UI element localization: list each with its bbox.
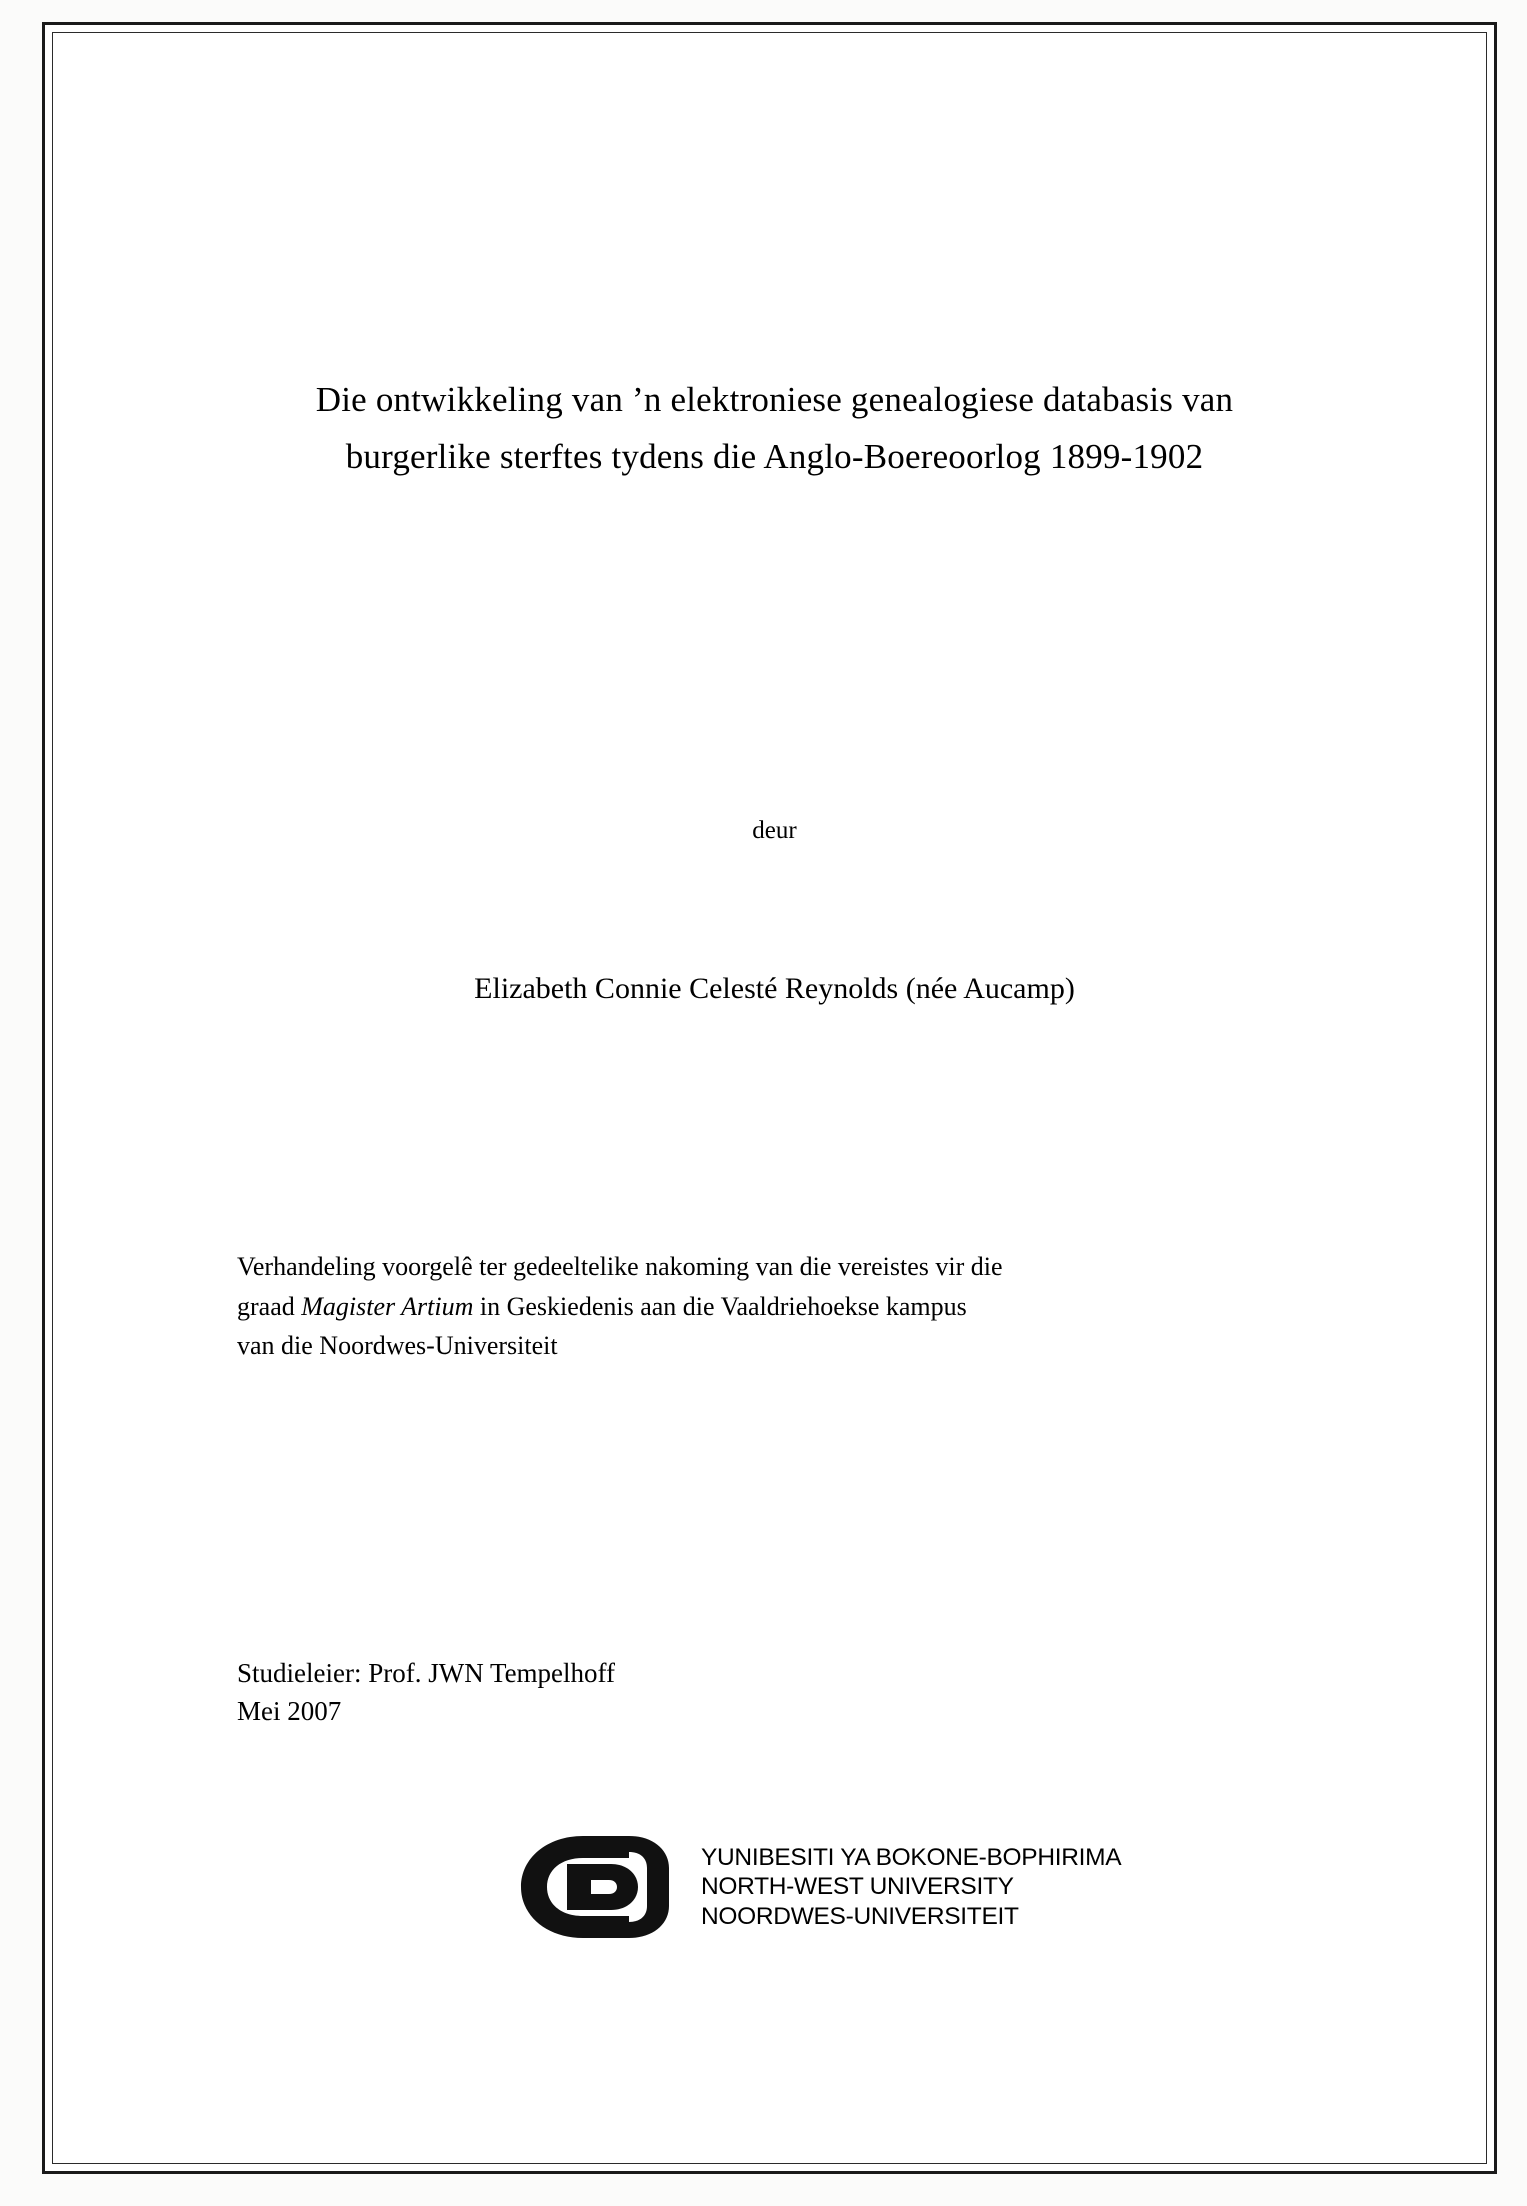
statement-line-2 [237, 1287, 1392, 1327]
statement-line-3: van die Noordwes-Universiteit [237, 1331, 558, 1361]
statement-line-2-prefix: graad [237, 1291, 302, 1321]
title-line-1: Die ontwikkeling van ’n elektroniese genealogiese databasis van [315, 380, 1234, 419]
logo-line-3: NOORDWES-UNIVERSITEIT [701, 1902, 1019, 1930]
byline-label: deur [752, 817, 797, 844]
nwu-logo-icon [507, 1828, 697, 1946]
supervisor-name: Studieleier: Prof. JWN Tempelhoff [237, 1658, 616, 1688]
submission-date: Mei 2007 [237, 1696, 342, 1727]
title-page-content [52, 32, 1487, 2164]
statement-line-1: Verhandeling voorgelê ter gedeeltelike nakoming van die vereistes vir die [237, 1252, 1003, 1281]
degree-name: Magister Artium [301, 1291, 474, 1321]
logo-line-2: NORTH-WEST UNIVERSITY [701, 1873, 1014, 1901]
title-line-2: burgerlike sterftes tydens die Anglo-Boereoorlog 1899-1902 [345, 436, 1204, 476]
statement-line-2-suffix: in Geskiedenis aan die Vaaldriehoekse kampus [473, 1291, 967, 1321]
degree-statement [237, 1247, 1392, 1366]
author-name: Elizabeth Connie Celesté Reynolds (née Aucamp) [474, 972, 1075, 1005]
page-title [182, 372, 1367, 485]
university-logo [507, 1822, 1147, 1952]
logo-wordmark [701, 1843, 1121, 1932]
supervisor-block [237, 1654, 1137, 1731]
logo-line-1: YUNIBESITI YA BOKONE-BOPHIRIMA [701, 1843, 1122, 1871]
